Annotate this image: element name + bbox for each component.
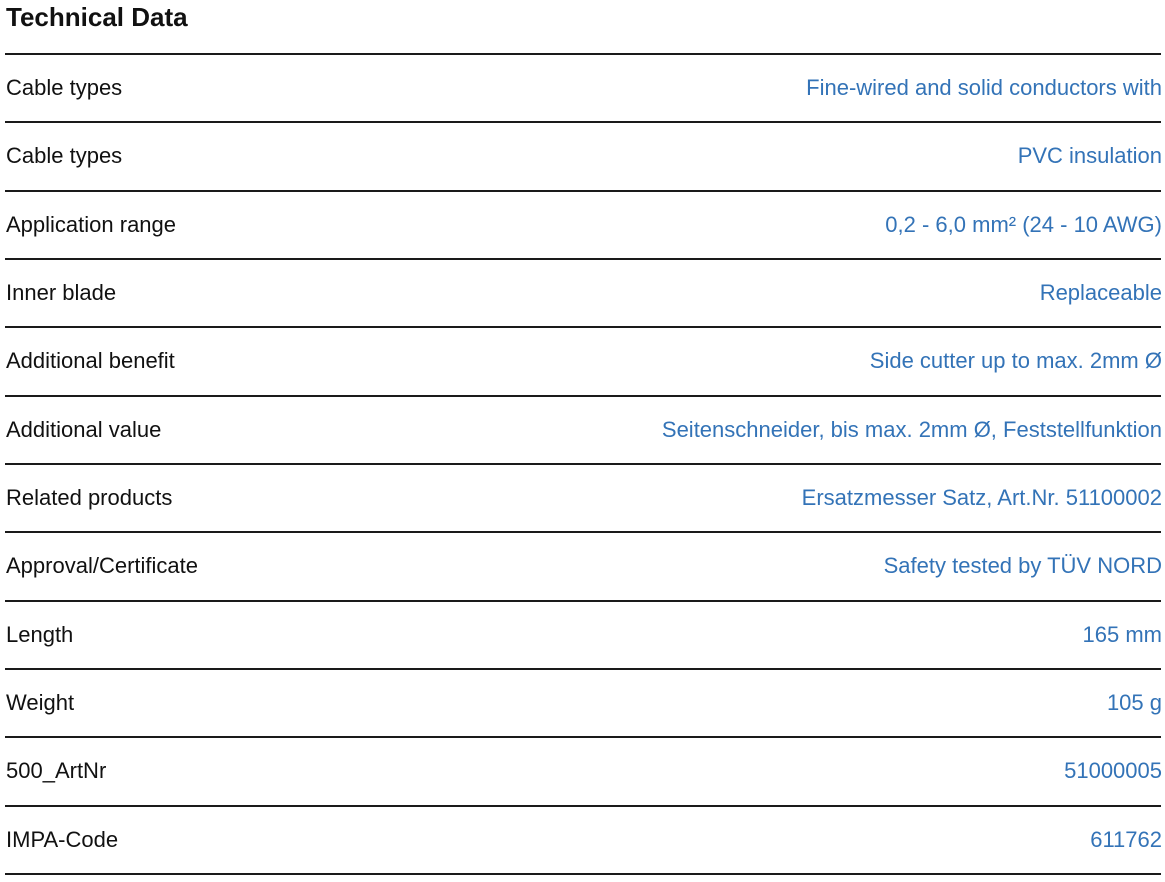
row-label: Additional benefit <box>6 348 175 374</box>
table-row <box>5 55 1161 123</box>
row-value: 51000005 <box>1064 758 1162 784</box>
table-row <box>5 328 1161 396</box>
row-label: IMPA-Code <box>6 826 119 852</box>
row-value: PVC insulation <box>1017 143 1162 169</box>
row-value: Replaceable <box>1039 280 1162 306</box>
table-row <box>5 670 1161 738</box>
row-label: 500_ArtNr <box>6 758 107 784</box>
row-label: Additional value <box>6 416 162 442</box>
row-value: 165 mm <box>1082 621 1162 647</box>
row-label: Application range <box>6 211 177 237</box>
table-row <box>5 602 1161 670</box>
table-row <box>5 807 1161 875</box>
page-title: Technical Data <box>6 2 188 32</box>
row-value: Safety tested by TÜV NORD <box>883 553 1162 579</box>
row-value: 105 g <box>1106 690 1162 716</box>
row-value: 0,2 - 6,0 mm² (24 - 10 AWG) <box>885 211 1162 237</box>
table-row <box>5 397 1161 465</box>
row-label: Cable types <box>6 75 123 101</box>
table-row <box>5 260 1161 328</box>
table-row <box>5 192 1161 260</box>
row-value: Side cutter up to max. 2mm Ø <box>869 348 1162 374</box>
row-label: Weight <box>6 690 75 716</box>
table-row <box>5 465 1161 533</box>
row-label: Approval/Certificate <box>6 553 198 579</box>
row-value: Ersatzmesser Satz, Art.Nr. 51100002 <box>801 485 1162 511</box>
table-row <box>5 738 1161 806</box>
row-value: 611762 <box>1090 826 1162 852</box>
row-value: Seitenschneider, bis max. 2mm Ø, Feststellfunktion <box>661 416 1162 442</box>
row-label: Inner blade <box>6 280 117 306</box>
row-label: Cable types <box>6 143 123 169</box>
row-value: Fine-wired and solid conductors with <box>806 75 1162 101</box>
technical-data-table <box>5 53 1161 875</box>
row-label: Related products <box>6 485 173 511</box>
table-row <box>5 123 1161 191</box>
table-row <box>5 533 1161 601</box>
row-label: Length <box>6 621 74 647</box>
